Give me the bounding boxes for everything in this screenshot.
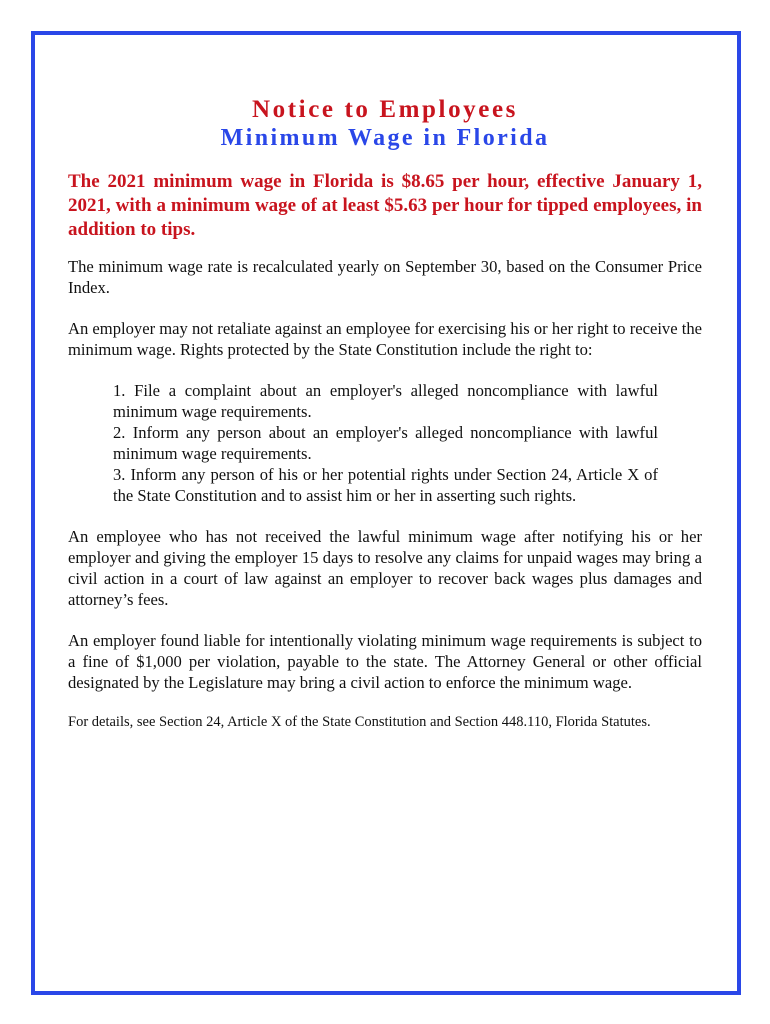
rights-list-item: 2. Inform any person about an employer's alleged noncompliance with lawful minimum wage requirements. [113,423,658,463]
fine-paragraph: An employer found liable for intentionally violating minimum wage requirements is subject to a fine of $1,000 per violation, payable to the state. The Attorney General or other official designated by the Legislature may bring a civil action to enforce the minimum wage. [68,631,702,692]
rights-list [113,380,658,506]
rights-list-item: 1. File a complaint about an employer's alleged noncompliance with lawful minimum wage requirements. [113,381,658,421]
civil-action-paragraph: An employee who has not received the lawful minimum wage after notifying his or her employer and giving the employer 15 days to resolve any claims for unpaid wages may bring a civil action in a court of law against an employer to recover back wages plus damages and attorney’s fees. [68,527,702,609]
details-footnote: For details, see Section 24, Article X of the State Constitution and Section 448.110, Florida Statutes. [68,714,651,730]
notice-title: Notice to Employees [251,96,518,123]
rights-list-item: 3. Inform any person of his or her potential rights under Section 24, Article X of the State Constitution and to assist him or her in asserting such rights. [113,465,658,505]
notice-content [68,96,702,732]
recalculation-paragraph: The minimum wage rate is recalculated yearly on September 30, based on the Consumer Price Index. [68,257,702,297]
retaliation-paragraph: An employer may not retaliate against an employee for exercising his or her right to receive the minimum wage. Rights protected by the State Constitution include the right to: [68,319,703,359]
notice-subtitle: Minimum Wage in Florida [220,125,550,151]
minimum-wage-statement: The 2021 minimum wage in Florida is $8.65 per hour, effective January 1, 2021, with a minimum wage of at least $5.63 per hour for tipped employees, in addition to tips. [68,171,702,240]
